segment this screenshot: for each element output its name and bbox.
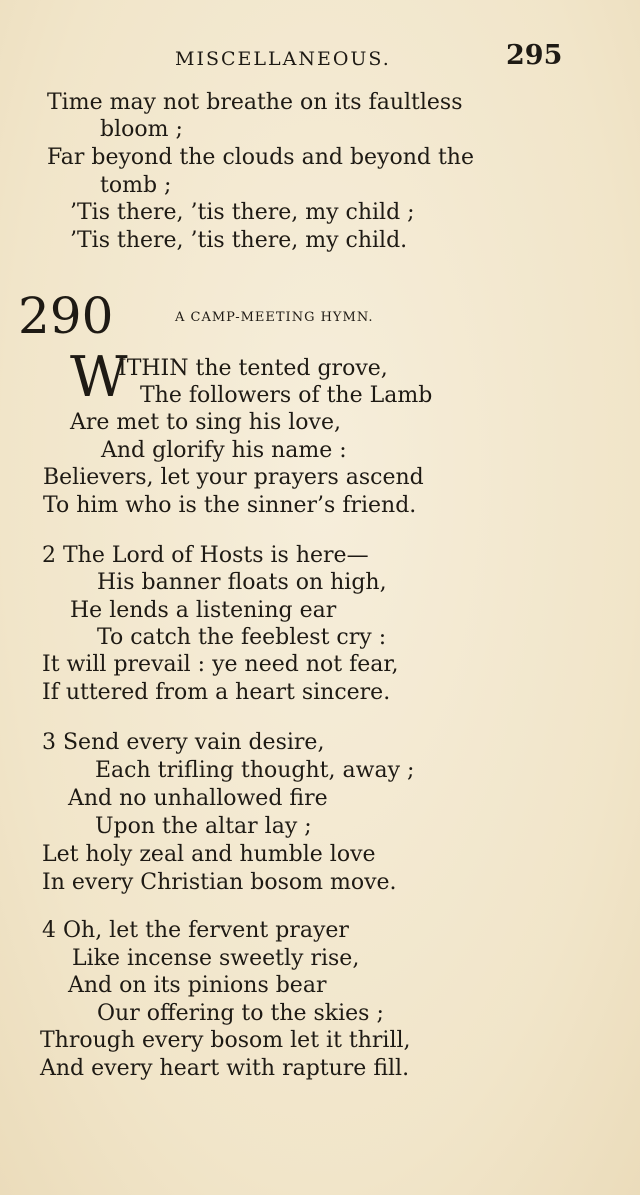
verse-line: 3 Send every vain desire,	[42, 730, 325, 755]
verse-line: To him who is the sinner’s friend.	[43, 493, 417, 518]
page-number: 295	[506, 40, 563, 71]
verse-line: It will prevail : ye need not fear,	[42, 652, 399, 677]
verse-line: Our offering to the skies ;	[97, 1001, 384, 1026]
verse-line: ITHIN the tented grove,	[118, 356, 388, 381]
verse-line: Time may not breathe on its faultless	[47, 90, 463, 115]
drop-cap: W	[70, 345, 128, 410]
verse-line: ’Tis there, ’tis there, my child ;	[70, 200, 415, 225]
verse-line: He lends a listening ear	[70, 598, 337, 623]
verse-line: ’Tis there, ’tis there, my child.	[70, 228, 408, 253]
verse-line: The followers of the Lamb	[140, 383, 433, 408]
verse-line: To catch the feeblest cry :	[97, 625, 387, 650]
verse-line: Let holy zeal and humble love	[42, 842, 376, 867]
verse-line: And glorify his name :	[101, 438, 347, 463]
verse-line: bloom ;	[100, 117, 183, 142]
verse-line: And no unhallowed fire	[68, 786, 328, 811]
verse-line: 4 Oh, let the fervent prayer	[42, 918, 349, 943]
verse-line: Upon the altar lay ;	[95, 814, 312, 839]
running-header: MISCELLANEOUS.	[175, 48, 391, 70]
verse-line: Far beyond the clouds and beyond the	[47, 145, 474, 170]
verse-line: In every Christian bosom move.	[42, 870, 397, 895]
verse-line: tomb ;	[100, 173, 172, 198]
verse-line: Believers, let your prayers ascend	[43, 465, 424, 490]
verse-line: And on its pinions bear	[68, 973, 327, 998]
verse-line: Like incense sweetly rise,	[72, 946, 360, 971]
verse-line: If uttered from a heart sincere.	[42, 680, 391, 705]
verse-line: His banner floats on high,	[97, 570, 387, 595]
hymn-number: 290	[18, 287, 114, 345]
verse-line: Through every bosom let it thrill,	[40, 1028, 411, 1053]
verse-line: And every heart with rapture fill.	[40, 1056, 410, 1081]
verse-line: 2 The Lord of Hosts is here—	[42, 543, 369, 568]
hymn-title: A CAMP-MEETING HYMN.	[175, 310, 374, 325]
verse-line: Each trifling thought, away ;	[95, 758, 415, 783]
verse-line: Are met to sing his love,	[70, 410, 341, 435]
